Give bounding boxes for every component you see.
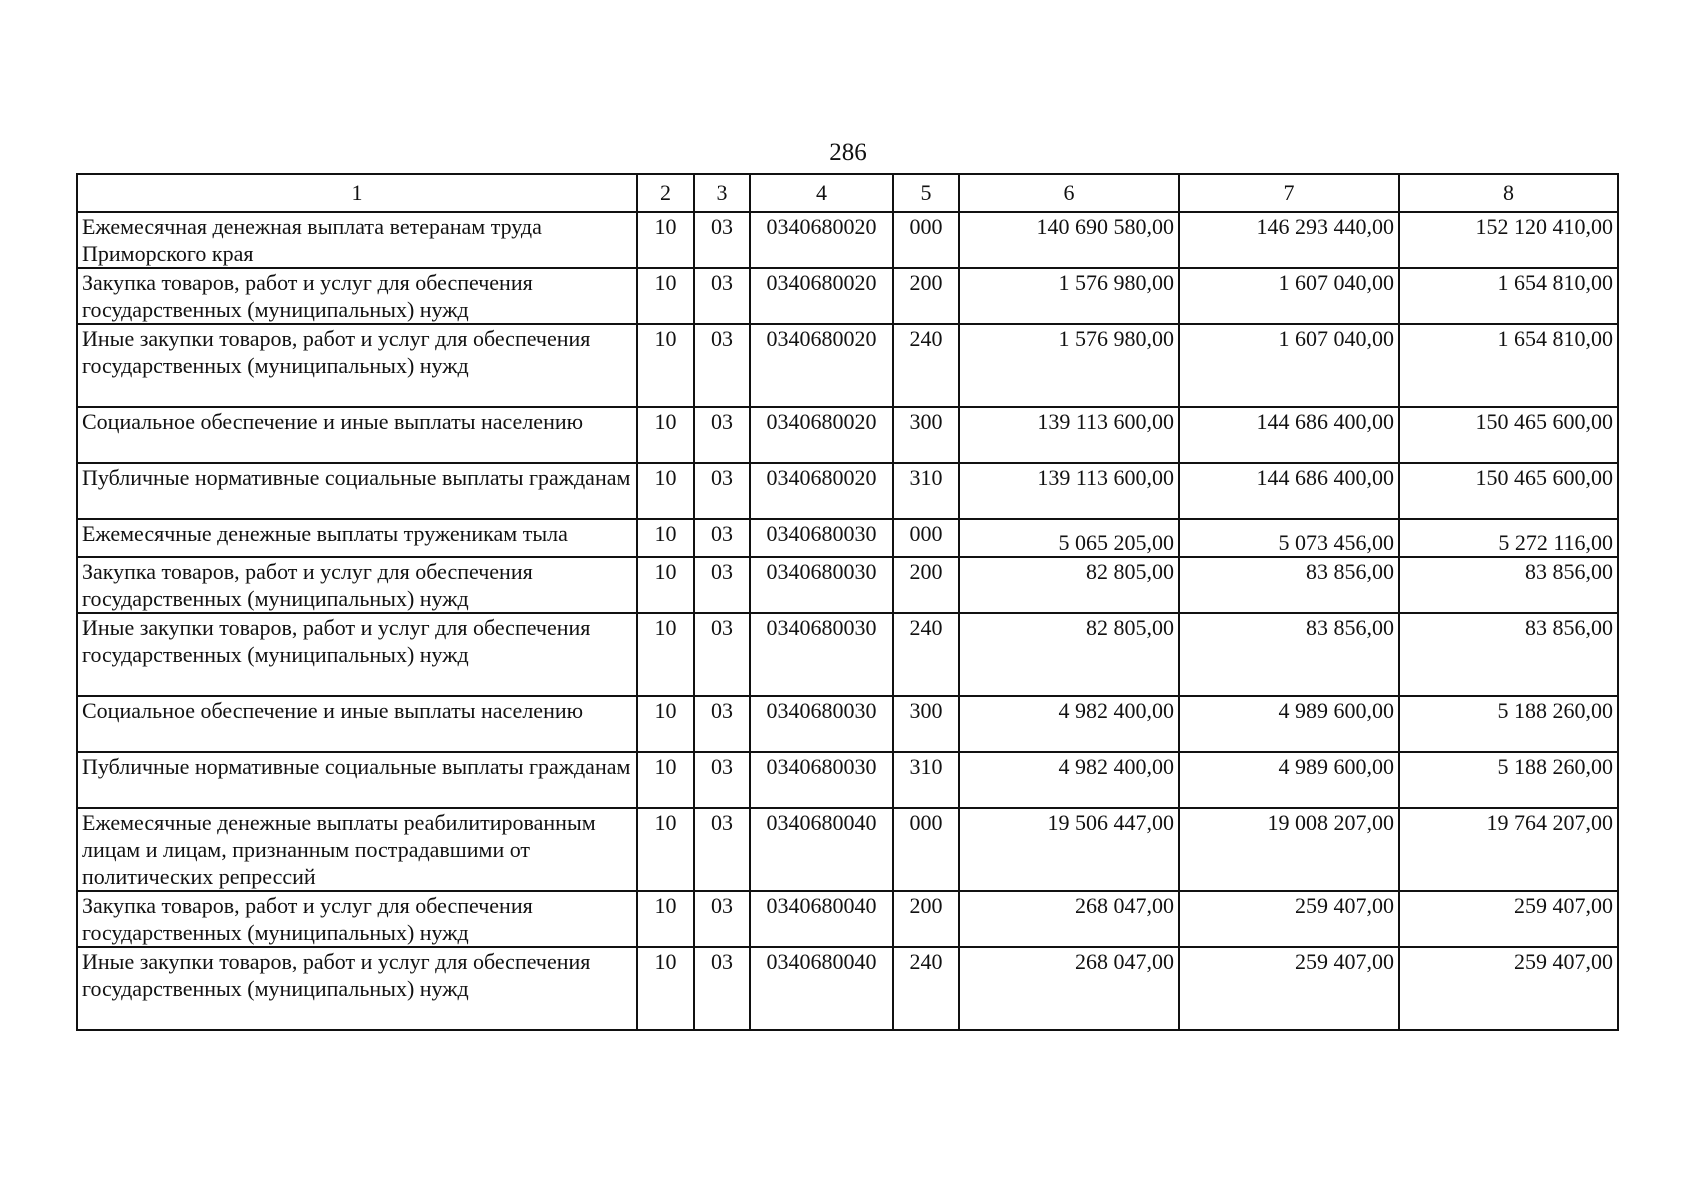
table-row: [77, 891, 1618, 947]
expense-name: Ежемесячные денежные выплаты реабилитированным лицам и лицам, признанным пострадавшими от политических репрессий: [77, 808, 637, 891]
header-col-1: 1: [77, 174, 637, 212]
table-row: [77, 696, 1618, 752]
table-row: [77, 268, 1618, 324]
expense-type-code: 240: [893, 947, 959, 1030]
table-row: [77, 212, 1618, 268]
amount-col-8: 1 654 810,00: [1399, 268, 1618, 324]
amount-col-7: 83 856,00: [1179, 613, 1399, 696]
expense-name: Закупка товаров, работ и услуг для обеспечения государственных (муниципальных) нужд: [77, 268, 637, 324]
expense-name: Иные закупки товаров, работ и услуг для обеспечения государственных (муниципальных) нужд: [77, 613, 637, 696]
section-code: 10: [637, 463, 694, 519]
page-number-text: 286: [829, 139, 867, 166]
amount-col-7: 4 989 600,00: [1179, 752, 1399, 808]
amount-col-8: 150 465 600,00: [1399, 407, 1618, 463]
table-row: [77, 557, 1618, 613]
amount-col-6: 82 805,00: [959, 613, 1179, 696]
amount-col-6: 4 982 400,00: [959, 696, 1179, 752]
table-row: [77, 947, 1618, 1030]
subsection-code: 03: [694, 557, 750, 613]
amount-col-7: 259 407,00: [1179, 891, 1399, 947]
header-col-3: 3: [694, 174, 750, 212]
expense-name: Публичные нормативные социальные выплаты гражданам: [77, 463, 637, 519]
header-col-2: 2: [637, 174, 694, 212]
amount-col-8: 5 272 116,00: [1399, 519, 1618, 557]
subsection-code: 03: [694, 808, 750, 891]
target-article-code: 0340680020: [750, 212, 893, 268]
section-code: 10: [637, 891, 694, 947]
section-code: 10: [637, 519, 694, 557]
section-code: 10: [637, 212, 694, 268]
expense-name: Иные закупки товаров, работ и услуг для обеспечения государственных (муниципальных) нужд: [77, 324, 637, 407]
budget-table: [76, 173, 1619, 1031]
target-article-code: 0340680030: [750, 613, 893, 696]
expense-name: Ежемесячная денежная выплата ветеранам труда Приморского края: [77, 212, 637, 268]
subsection-code: 03: [694, 519, 750, 557]
expense-type-code: 310: [893, 752, 959, 808]
table-row: [77, 808, 1618, 891]
amount-col-6: 82 805,00: [959, 557, 1179, 613]
subsection-code: 03: [694, 613, 750, 696]
expense-type-code: 300: [893, 407, 959, 463]
target-article-code: 0340680040: [750, 947, 893, 1030]
subsection-code: 03: [694, 324, 750, 407]
expense-type-code: 200: [893, 268, 959, 324]
target-article-code: 0340680040: [750, 891, 893, 947]
amount-col-6: 268 047,00: [959, 947, 1179, 1030]
amount-col-7: 19 008 207,00: [1179, 808, 1399, 891]
amount-col-8: 150 465 600,00: [1399, 463, 1618, 519]
page-number: [0, 138, 1692, 168]
table-row: [77, 407, 1618, 463]
table-row: [77, 613, 1618, 696]
target-article-code: 0340680020: [750, 324, 893, 407]
table-row: [77, 752, 1618, 808]
expense-type-code: 240: [893, 613, 959, 696]
amount-col-8: 152 120 410,00: [1399, 212, 1618, 268]
expense-type-code: 000: [893, 212, 959, 268]
amount-col-8: 83 856,00: [1399, 613, 1618, 696]
subsection-code: 03: [694, 407, 750, 463]
amount-col-7: 5 073 456,00: [1179, 519, 1399, 557]
section-code: 10: [637, 613, 694, 696]
amount-col-8: 1 654 810,00: [1399, 324, 1618, 407]
section-code: 10: [637, 808, 694, 891]
expense-type-code: 000: [893, 519, 959, 557]
target-article-code: 0340680020: [750, 407, 893, 463]
amount-col-6: 139 113 600,00: [959, 463, 1179, 519]
target-article-code: 0340680020: [750, 268, 893, 324]
target-article-code: 0340680020: [750, 463, 893, 519]
amount-col-7: 4 989 600,00: [1179, 696, 1399, 752]
header-col-4: 4: [750, 174, 893, 212]
amount-col-6: 4 982 400,00: [959, 752, 1179, 808]
target-article-code: 0340680030: [750, 557, 893, 613]
target-article-code: 0340680040: [750, 808, 893, 891]
subsection-code: 03: [694, 212, 750, 268]
section-code: 10: [637, 407, 694, 463]
table-row: [77, 463, 1618, 519]
section-code: 10: [637, 324, 694, 407]
amount-col-6: 19 506 447,00: [959, 808, 1179, 891]
header-col-8: 8: [1399, 174, 1618, 212]
table-row: [77, 324, 1618, 407]
target-article-code: 0340680030: [750, 696, 893, 752]
subsection-code: 03: [694, 696, 750, 752]
section-code: 10: [637, 947, 694, 1030]
amount-col-8: 259 407,00: [1399, 947, 1618, 1030]
amount-col-8: 5 188 260,00: [1399, 696, 1618, 752]
amount-col-8: 19 764 207,00: [1399, 808, 1618, 891]
table-row: [77, 519, 1618, 557]
table-body: [77, 212, 1618, 1030]
expense-type-code: 200: [893, 557, 959, 613]
section-code: 10: [637, 752, 694, 808]
expense-name: Иные закупки товаров, работ и услуг для обеспечения государственных (муниципальных) нужд: [77, 947, 637, 1030]
amount-col-8: 259 407,00: [1399, 891, 1618, 947]
amount-col-7: 146 293 440,00: [1179, 212, 1399, 268]
expense-name: Социальное обеспечение и иные выплаты населению: [77, 696, 637, 752]
table-header: [77, 174, 1618, 212]
amount-col-6: 268 047,00: [959, 891, 1179, 947]
amount-col-7: 1 607 040,00: [1179, 268, 1399, 324]
amount-col-6: 1 576 980,00: [959, 268, 1179, 324]
amount-col-7: 83 856,00: [1179, 557, 1399, 613]
expense-name: Закупка товаров, работ и услуг для обеспечения государственных (муниципальных) нужд: [77, 557, 637, 613]
header-row: [77, 174, 1618, 212]
subsection-code: 03: [694, 463, 750, 519]
section-code: 10: [637, 696, 694, 752]
header-col-7: 7: [1179, 174, 1399, 212]
expense-type-code: 240: [893, 324, 959, 407]
header-col-6: 6: [959, 174, 1179, 212]
header-col-5: 5: [893, 174, 959, 212]
amount-col-6: 140 690 580,00: [959, 212, 1179, 268]
expense-name: Ежемесячные денежные выплаты труженикам тыла: [77, 519, 637, 557]
amount-col-6: 1 576 980,00: [959, 324, 1179, 407]
amount-col-6: 5 065 205,00: [959, 519, 1179, 557]
target-article-code: 0340680030: [750, 752, 893, 808]
section-code: 10: [637, 268, 694, 324]
amount-col-8: 5 188 260,00: [1399, 752, 1618, 808]
subsection-code: 03: [694, 268, 750, 324]
expense-type-code: 300: [893, 696, 959, 752]
subsection-code: 03: [694, 891, 750, 947]
expense-type-code: 200: [893, 891, 959, 947]
target-article-code: 0340680030: [750, 519, 893, 557]
expense-name: Закупка товаров, работ и услуг для обеспечения государственных (муниципальных) нужд: [77, 891, 637, 947]
expense-name: Публичные нормативные социальные выплаты гражданам: [77, 752, 637, 808]
expense-type-code: 310: [893, 463, 959, 519]
subsection-code: 03: [694, 752, 750, 808]
amount-col-7: 1 607 040,00: [1179, 324, 1399, 407]
expense-type-code: 000: [893, 808, 959, 891]
amount-col-7: 259 407,00: [1179, 947, 1399, 1030]
expense-name: Социальное обеспечение и иные выплаты населению: [77, 407, 637, 463]
amount-col-8: 83 856,00: [1399, 557, 1618, 613]
amount-col-6: 139 113 600,00: [959, 407, 1179, 463]
section-code: 10: [637, 557, 694, 613]
subsection-code: 03: [694, 947, 750, 1030]
amount-col-7: 144 686 400,00: [1179, 463, 1399, 519]
amount-col-7: 144 686 400,00: [1179, 407, 1399, 463]
